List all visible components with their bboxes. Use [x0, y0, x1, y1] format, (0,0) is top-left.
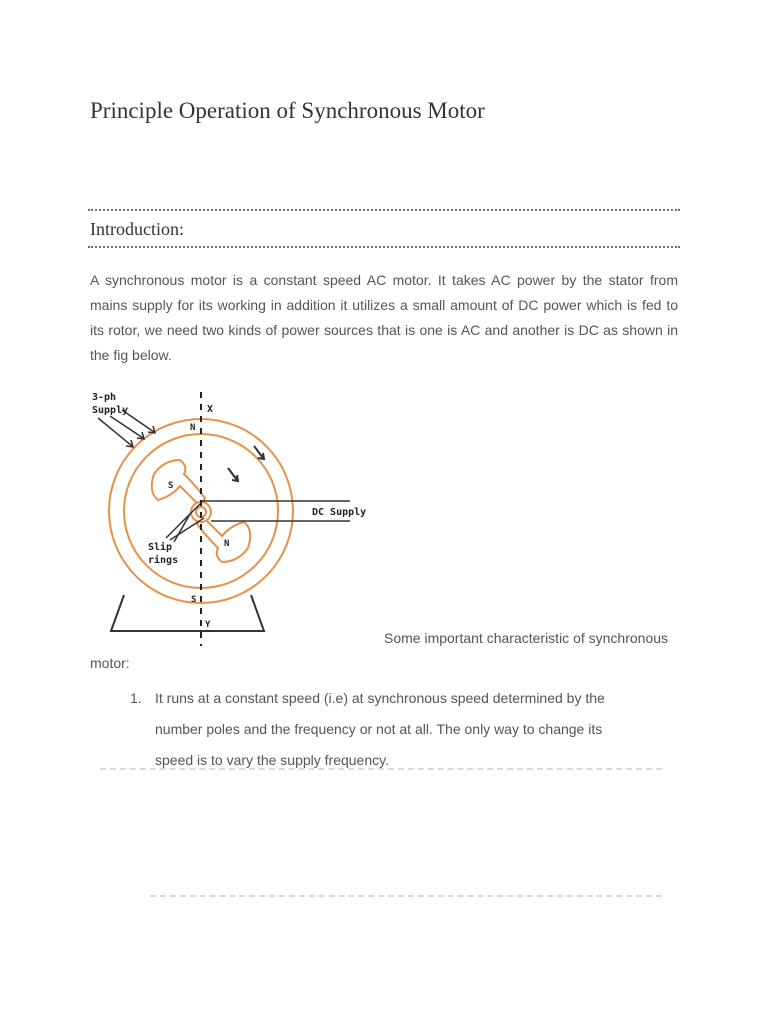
synchronous-motor-diagram	[88, 388, 388, 650]
page-title: Principle Operation of Synchronous Motor	[90, 98, 485, 123]
list-item-number: 1.	[130, 690, 142, 706]
label-s-rotor: S	[168, 481, 174, 491]
label-n-rotor: N	[224, 539, 230, 549]
characteristics-lead: Some important characteristic of synchronous	[384, 630, 669, 646]
label-dc-supply: DC Supply	[312, 507, 367, 518]
section-heading: Introduction:	[90, 219, 184, 239]
motor-diagram-svg	[88, 388, 388, 650]
motor-base	[111, 595, 264, 631]
list-item-text: It runs at a constant speed (i.e) at synchronous speed determined by the number poles and the frequency or not at all. The only way to change its speed is to vary the supply frequency.	[155, 690, 605, 768]
label-y: Y	[205, 620, 211, 630]
rotor-s-pole	[152, 460, 205, 506]
intro-paragraph: A synchronous motor is a constant speed AC motor. It takes AC power by the stator from mains supply for its working in addition it utilizes a small amount of DC power which is fed to its rotor, we need two kinds of power sources that is one is AC and another is DC as shown in the fig below.	[90, 272, 678, 363]
characteristics-lead-cont: motor:	[90, 655, 130, 671]
divider-bottom	[88, 246, 680, 248]
dashed-separator-1	[100, 768, 662, 770]
characteristics-list	[130, 683, 620, 776]
label-x: X	[207, 404, 214, 415]
dashed-separator-2	[150, 895, 662, 897]
divider-top	[88, 209, 680, 211]
label-n-top: N	[190, 423, 196, 433]
label-supply-line1: 3-ph	[92, 392, 117, 403]
list-item	[130, 683, 620, 776]
label-supply-line2: Supply	[92, 405, 129, 416]
label-s-bottom: S	[191, 595, 197, 605]
label-slip: Slip	[148, 542, 173, 553]
label-rings: rings	[148, 555, 179, 566]
